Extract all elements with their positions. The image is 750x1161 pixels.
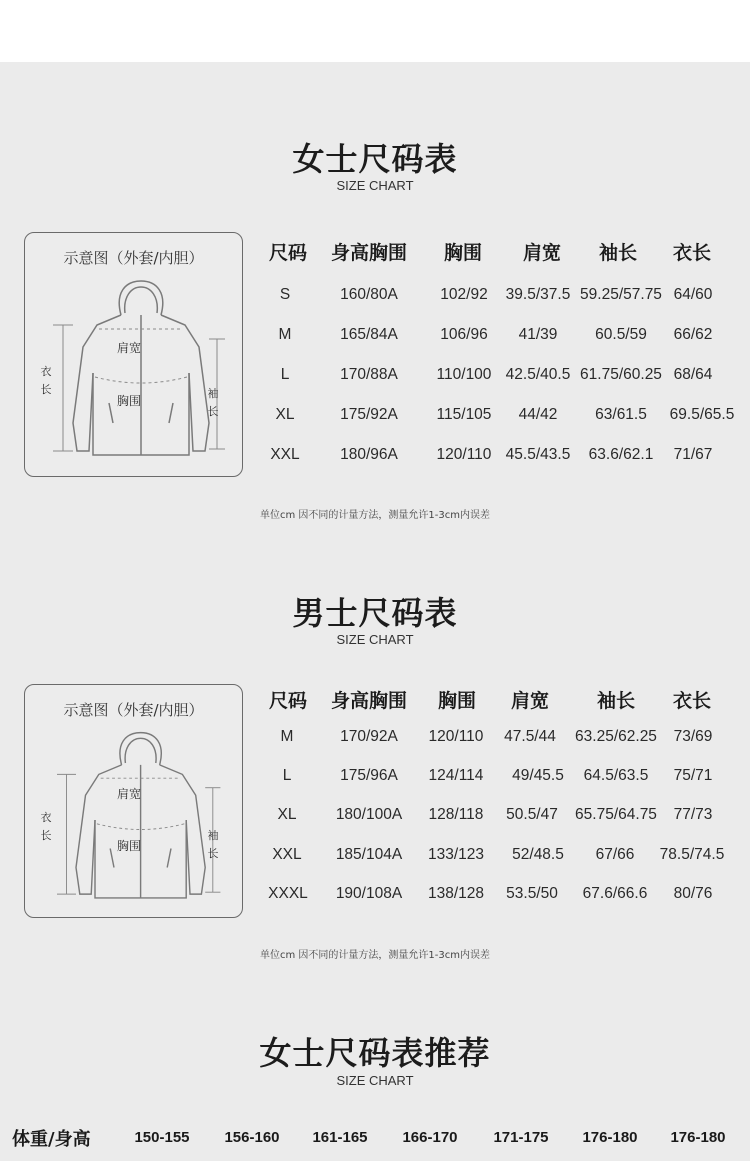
- women-header-sleeve: 袖长: [598, 242, 637, 264]
- sleeve-label: 袖长: [207, 830, 219, 860]
- table-cell: XXL: [270, 446, 300, 463]
- table-cell: 78.5/74.5: [659, 846, 725, 863]
- table-cell: 165/84A: [340, 326, 398, 343]
- table-cell: 63.6/62.1: [588, 446, 654, 463]
- table-cell: S: [279, 286, 291, 303]
- table-cell: 180/100A: [335, 806, 403, 823]
- women-size-chart-title: 女士尺码表: [292, 140, 458, 178]
- table-cell: 106/96: [440, 326, 488, 343]
- table-cell: 39.5/37.5: [505, 286, 571, 303]
- table-cell: 180/96A: [340, 446, 398, 463]
- men-header-length: 衣长: [672, 690, 711, 712]
- women-header-size: 尺码: [268, 242, 307, 264]
- table-cell: 120/110: [436, 446, 492, 463]
- range-cell: 171-175: [493, 1129, 549, 1146]
- sleeve-label: 袖长: [207, 388, 219, 418]
- table-cell: 160/80A: [340, 286, 398, 303]
- table-cell: 124/114: [428, 767, 484, 784]
- table-cell: 44/42: [518, 406, 558, 423]
- table-cell: L: [280, 366, 290, 383]
- table-cell: 102/92: [440, 286, 488, 303]
- table-cell: 67.6/66.6: [582, 885, 648, 902]
- table-cell: 185/104A: [335, 846, 403, 863]
- length-label: 衣长: [40, 812, 52, 842]
- men-header-size: 尺码: [268, 690, 307, 712]
- recommend-title: 女士尺码表推荐: [259, 1034, 491, 1072]
- men-size-chart-subtitle: SIZE CHART: [336, 632, 414, 647]
- table-cell: 53.5/50: [506, 885, 558, 902]
- table-cell: M: [278, 326, 292, 343]
- table-cell: 60.5/59: [595, 326, 647, 343]
- table-cell: 190/108A: [335, 885, 403, 902]
- table-cell: XXL: [272, 846, 302, 863]
- recommend-subtitle: SIZE CHART: [336, 1073, 414, 1088]
- table-cell: XXXL: [268, 885, 308, 902]
- table-cell: 49/45.5: [512, 767, 564, 784]
- chest-label: 胸围: [117, 839, 142, 853]
- men-header-chest: 胸围: [437, 690, 476, 712]
- table-cell: 120/110: [428, 728, 484, 745]
- table-cell: 65.75/64.75: [575, 806, 657, 823]
- table-cell: 41/39: [518, 326, 558, 343]
- men-measurement-note: 单位cm 因不同的计量方法，测量允许1-3cm内误差: [260, 950, 490, 961]
- table-cell: 42.5/40.5: [505, 366, 571, 383]
- range-cell: 176-180: [670, 1129, 726, 1146]
- table-cell: 73/69: [673, 728, 713, 745]
- women-jacket-diagram: [24, 232, 243, 477]
- table-cell: 59.25/57.75: [580, 286, 662, 303]
- table-cell: 170/88A: [340, 366, 398, 383]
- men-jacket-diagram: [24, 684, 243, 918]
- table-cell: 45.5/43.5: [505, 446, 571, 463]
- table-cell: 77/73: [673, 806, 713, 823]
- range-cell: 150-155: [134, 1129, 190, 1146]
- men-diagram-caption: 示意图（外套/内胆）: [63, 701, 204, 719]
- table-cell: 63/61.5: [595, 406, 647, 423]
- men-header-shoulder: 肩宽: [510, 690, 549, 712]
- table-cell: 175/96A: [340, 767, 398, 784]
- table-cell: L: [282, 767, 292, 784]
- women-header-height-chest: 身高胸围: [330, 242, 407, 264]
- table-cell: 110/100: [436, 366, 492, 383]
- top-white-band: [0, 0, 750, 62]
- men-header-height-chest: 身高胸围: [330, 690, 407, 712]
- table-cell: 128/118: [428, 806, 484, 823]
- chest-label: 胸围: [117, 394, 142, 408]
- women-header-shoulder: 肩宽: [522, 242, 561, 264]
- table-cell: 133/123: [427, 846, 485, 863]
- table-cell: 50.5/47: [506, 806, 558, 823]
- table-cell: XL: [275, 406, 295, 423]
- table-cell: 61.75/60.25: [580, 366, 662, 383]
- shoulder-label: 肩宽: [117, 787, 142, 801]
- women-header-chest: 胸围: [443, 242, 482, 264]
- table-cell: 68/64: [673, 366, 713, 383]
- jacket-outline-icon: [33, 725, 233, 915]
- table-cell: 69.5/65.5: [669, 406, 735, 423]
- table-cell: 47.5/44: [504, 728, 556, 745]
- table-cell: 80/76: [673, 885, 713, 902]
- recommend-weight-row: [0, 1123, 750, 1153]
- table-cell: 67/66: [595, 846, 635, 863]
- women-size-chart-subtitle: SIZE CHART: [336, 178, 414, 193]
- range-cell: 156-160: [224, 1129, 280, 1146]
- table-cell: 115/105: [436, 406, 492, 423]
- women-diagram-caption: 示意图（外套/内胆）: [63, 249, 204, 267]
- jacket-outline-icon: [33, 273, 233, 473]
- women-header-length: 衣长: [672, 242, 711, 264]
- table-cell: 66/62: [673, 326, 713, 343]
- women-measurement-note: 单位cm 因不同的计量方法，测量允许1-3cm内误差: [260, 510, 490, 521]
- table-cell: XL: [277, 806, 297, 823]
- shoulder-label: 肩宽: [117, 341, 142, 355]
- weight-height-label: 体重/身高: [12, 1129, 91, 1150]
- table-cell: 71/67: [673, 446, 713, 463]
- men-size-chart-title: 男士尺码表: [292, 594, 458, 632]
- length-label: 衣长: [40, 366, 52, 396]
- table-cell: 63.25/62.25: [575, 728, 657, 745]
- table-cell: 170/92A: [340, 728, 398, 745]
- table-cell: 52/48.5: [512, 846, 564, 863]
- table-cell: 138/128: [427, 885, 485, 902]
- table-cell: 64/60: [673, 286, 713, 303]
- table-cell: 175/92A: [340, 406, 398, 423]
- table-cell: M: [280, 728, 294, 745]
- range-cell: 166-170: [402, 1129, 458, 1146]
- range-cell: 161-165: [312, 1129, 368, 1146]
- men-header-sleeve: 袖长: [596, 690, 635, 712]
- range-cell: 176-180: [582, 1129, 638, 1146]
- table-cell: 75/71: [673, 767, 713, 784]
- table-cell: 64.5/63.5: [583, 767, 649, 784]
